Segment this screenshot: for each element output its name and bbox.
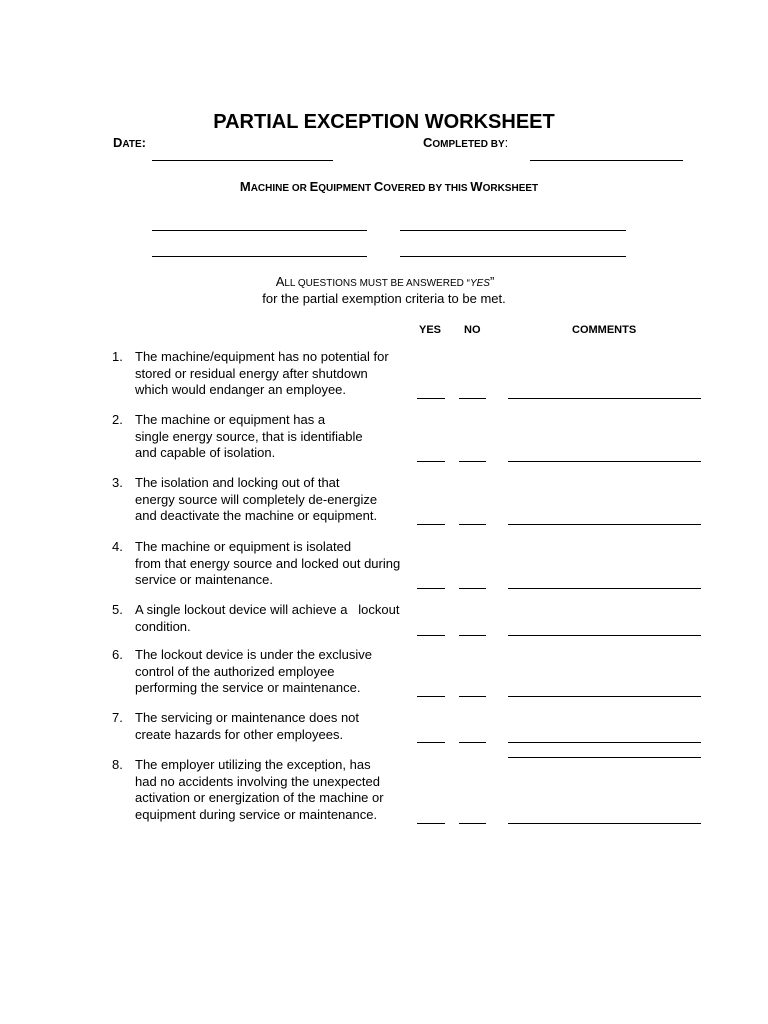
machine-field-2[interactable]	[400, 230, 626, 231]
question-text-line: service or maintenance.	[135, 572, 274, 587]
question-text	[135, 602, 399, 635]
question-text-line: create hazards for other employees.	[135, 726, 344, 742]
no-answer-field[interactable]	[459, 398, 486, 399]
yes-answer-field[interactable]	[417, 524, 445, 525]
completed-by-field[interactable]	[530, 160, 683, 161]
comments-field-extra[interactable]	[508, 757, 701, 758]
question-number: 2.	[112, 412, 123, 427]
question-text-line: The machine/equipment has no potential for	[135, 349, 389, 364]
question-text	[135, 710, 359, 743]
question-number: 1.	[112, 349, 123, 364]
yes-answer-field[interactable]	[417, 635, 445, 636]
no-answer-field[interactable]	[459, 588, 486, 589]
question-number: 3.	[112, 475, 123, 490]
question-text-line: had no accidents involving the unexpected	[135, 773, 381, 789]
question-text-line: performing the service or maintenance.	[135, 680, 361, 695]
question-number: 8.	[112, 757, 123, 772]
no-answer-field[interactable]	[459, 461, 486, 462]
yes-answer-field[interactable]	[417, 461, 445, 462]
no-answer-field[interactable]	[459, 635, 486, 636]
machine-field-4[interactable]	[400, 256, 626, 257]
question-text	[135, 412, 363, 462]
question-text-line: energy source will completely de-energize	[135, 491, 378, 507]
comments-field[interactable]	[508, 742, 701, 743]
no-answer-field[interactable]	[459, 823, 486, 824]
question-number: 7.	[112, 710, 123, 725]
no-answer-field[interactable]	[459, 696, 486, 697]
question-text	[135, 757, 384, 823]
comments-field[interactable]	[508, 398, 701, 399]
comments-field[interactable]	[508, 696, 701, 697]
question-text-line: single energy source, that is identifiable	[135, 428, 363, 444]
question-text-line: The isolation and locking out of that	[135, 475, 340, 490]
instruction-line-1: ALL QUESTIONS MUST BE ANSWERED “YES”	[275, 274, 495, 289]
comments-field[interactable]	[508, 524, 701, 525]
question-text-line: control of the authorized employee	[135, 663, 335, 679]
instruction-line-2: for the partial exemption criteria to be met.	[262, 291, 506, 306]
machine-field-1[interactable]	[152, 230, 367, 231]
machine-field-3[interactable]	[152, 256, 367, 257]
question-text-line: stored or residual energy after shutdown	[135, 365, 368, 381]
question-text-line: from that energy source and locked out during	[135, 555, 401, 571]
comments-field[interactable]	[508, 635, 701, 636]
column-no-header: NO	[464, 324, 481, 336]
question-text-line: which would endanger an employee.	[135, 382, 347, 397]
question-number: 4.	[112, 539, 123, 554]
question-text-line: equipment during service or maintenance.	[135, 806, 378, 822]
question-text-line: and capable of isolation.	[135, 445, 276, 460]
question-text	[135, 647, 372, 697]
yes-answer-field[interactable]	[417, 742, 445, 743]
page-title: PARTIAL EXCEPTION WORKSHEET	[213, 111, 555, 133]
question-text	[135, 349, 389, 399]
yes-answer-field[interactable]	[417, 823, 445, 824]
question-text-line: and deactivate the machine or equipment.	[135, 508, 378, 523]
question-text-line: The servicing or maintenance does not	[135, 710, 360, 725]
question-text	[135, 539, 400, 589]
date-field[interactable]	[152, 160, 333, 161]
yes-answer-field[interactable]	[417, 398, 445, 399]
comments-field[interactable]	[508, 461, 701, 462]
completed-by-label: COMPLETED BY:	[423, 135, 509, 150]
comments-field[interactable]	[508, 823, 701, 824]
question-text-line: The machine or equipment has a	[135, 412, 326, 427]
question-text-line: The lockout device is under the exclusive	[135, 647, 373, 662]
question-text-line: A single lockout device will achieve a lockout	[135, 602, 400, 617]
question-number: 5.	[112, 602, 123, 617]
column-yes-header: YES	[419, 324, 442, 336]
question-text	[135, 475, 377, 525]
comments-field[interactable]	[508, 588, 701, 589]
column-comments-header: COMMENTS	[572, 324, 637, 336]
question-text-line: The employer utilizing the exception, has	[135, 757, 371, 772]
question-text-line: condition.	[135, 618, 191, 634]
yes-answer-field[interactable]	[417, 696, 445, 697]
question-text-line: The machine or equipment is isolated	[135, 539, 352, 554]
no-answer-field[interactable]	[459, 524, 486, 525]
no-answer-field[interactable]	[459, 742, 486, 743]
yes-answer-field[interactable]	[417, 588, 445, 589]
machine-heading: MACHINE OR EQUIPMENT COVERED BY THIS WORKSHEET	[239, 179, 539, 194]
date-label: DATE:	[113, 135, 146, 150]
question-text-line: activation or energization of the machine or	[135, 790, 384, 805]
question-number: 6.	[112, 647, 123, 662]
